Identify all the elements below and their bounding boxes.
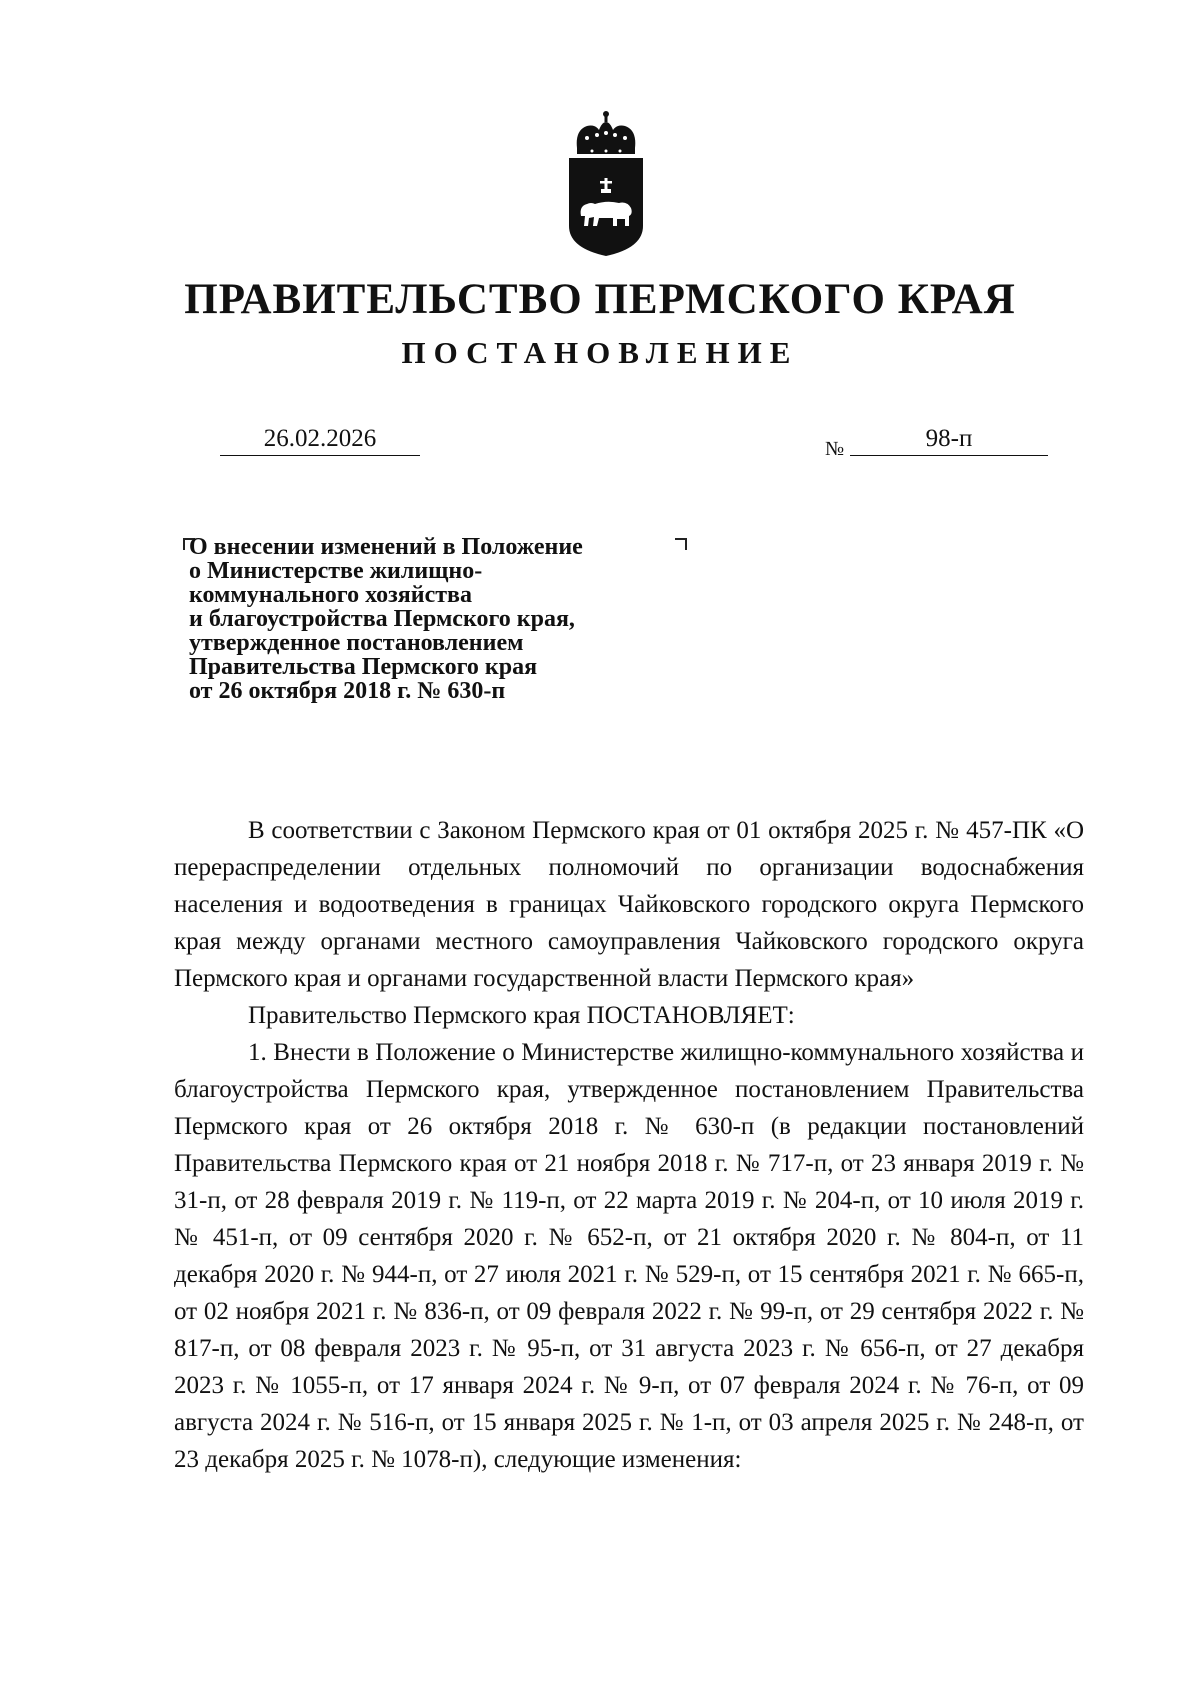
document-subject xyxy=(189,535,669,703)
document-number: 98-п xyxy=(850,425,1048,456)
subject-line: утвержденное постановлением xyxy=(189,630,524,656)
subject-line: коммунального хозяйства xyxy=(189,582,473,608)
subject-line: от 26 октября 2018 г. № 630-п xyxy=(189,678,506,704)
clause-1-paragraph: 1. Внести в Положение о Министерстве жилищно-коммунального хозяйства и благоустройства Пермского края, утвержденное постановлением Правительства Пермского края от 26 октября 2018 г. № 630-п (в редакции постановлений Правительства Пермского края от 21 ноября 2018 г. № 717-п, от 23 января 2019 г. № 31-п, от 28 февраля 2019 г. № 119-п, от 22 марта 2019 г. № 204-п, от 10 июля 2019 г. № 451-п, от 09 сентября 2020 г. № 652-п, от 21 октября 2020 г. № 804-п, от 11 декабря 2020 г. № 944-п, от 27 июля 2021 г. № 529-п, от 15 сентября 2021 г. № 665-п, от 02 ноября 2021 г. № 836-п, от 09 февраля 2022 г. № 99-п, от 29 сентября 2022 г. № 817-п, от 08 февраля 2023 г. № 95-п, от 31 августа 2023 г. № 656-п, от 27 декабря 2023 г. № 1055-п, от 17 января 2024 г. № 9-п, от 07 февраля 2024 г. № 76-п, от 09 августа 2024 г. № 516-п, от 15 января 2025 г. № 1-п, от 03 апреля 2025 г. № 248-п, от 23 декабря 2025 г. № 1078-п), следующие изменения: xyxy=(174,1039,1084,1473)
subject-line: О внесении изменений в Положение xyxy=(189,534,583,560)
government-title: ПРАВИТЕЛЬСТВО ПЕРМСКОГО КРАЯ xyxy=(184,276,1016,323)
subject-line: и благоустройства Пермского края, xyxy=(189,606,575,632)
document-date: 26.02.2026 xyxy=(220,425,420,456)
subject-line: о Министерстве жилищно- xyxy=(189,558,483,584)
document-type: ПОСТАНОВЛЕНИЕ xyxy=(401,335,799,370)
subject-line: Правительства Пермского края xyxy=(189,654,538,680)
number-label: № xyxy=(825,438,845,460)
coat-of-arms-icon xyxy=(567,108,645,258)
document-body xyxy=(174,812,1084,1478)
resolution-paragraph: Правительство Пермского края ПОСТАНОВЛЯЕТ: xyxy=(248,1002,795,1029)
subject-corner-right xyxy=(675,538,687,550)
preamble-paragraph: В соответствии с Законом Пермского края от 01 октября 2025 г. № 457-ПК «О перераспределении отдельных полномочий по организации водоснабжения населения и водоотведения в границах Чайковского городского округа Пермского края между органами местного самоуправления Чайковского городского округа Пермского края и органами государственной власти Пермского края» xyxy=(174,817,1084,992)
